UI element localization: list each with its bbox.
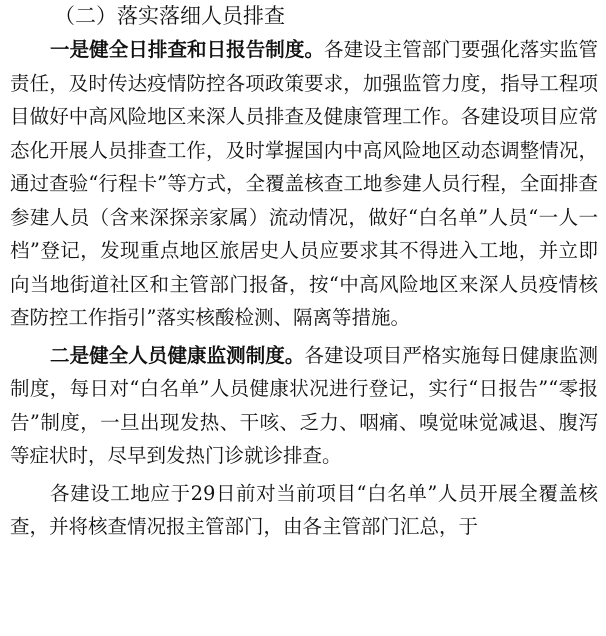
paragraph-body: 各建设项目严格实施每日健康监测制度，每日对“白名单”人员健康状况进行登记，实行“日报告”“零报告”制度，一旦出现发热、干咳、乏力、咽痛、嗅觉味觉减退、腹泻等症状时，尽早到发热门诊就诊排查。 (10, 343, 598, 467)
document-page (10, 0, 598, 636)
section-heading: （二）落实落细人员排查 (54, 4, 285, 28)
paragraph-body: 各建设工地应于29日前对当前项目“白名单”人员开展全覆盖核查，并将核查情况报主管部门，由各主管部门汇总，于 (10, 481, 598, 538)
paragraph-lead: 二是健全人员健康监测制度。 (50, 343, 305, 367)
paragraph-lead: 一是健全日排查和日报告制度。 (50, 38, 325, 61)
paragraph-body: 各建设主管部门要强化落实监管责任，及时传达疫情防控各项政策要求，加强监管力度，指导工程项目做好中高风险地区来深人员排查及健康管理工作。各建设项目应常态化开展人员排查工作，及时掌握国内中高风险地区动态调整情况，通过查验“行程卡”等方式，全覆盖核查工地参建人员行程，全面排查参建人员（含来深探亲家属）流动情况，做好“白名单”人员“一人一档”登记，发现重点地区旅居史人员应要求其不得进入工地，并立即向当地街道社区和主管部门报备，按“中高风险地区来深人员疫情核查防控工作指引”落实核酸检测、隔离等措施。 (10, 38, 598, 329)
paragraph-health-monitoring (10, 339, 598, 473)
paragraph-site-verification (10, 477, 598, 544)
paragraph-daily-screening (10, 33, 598, 335)
